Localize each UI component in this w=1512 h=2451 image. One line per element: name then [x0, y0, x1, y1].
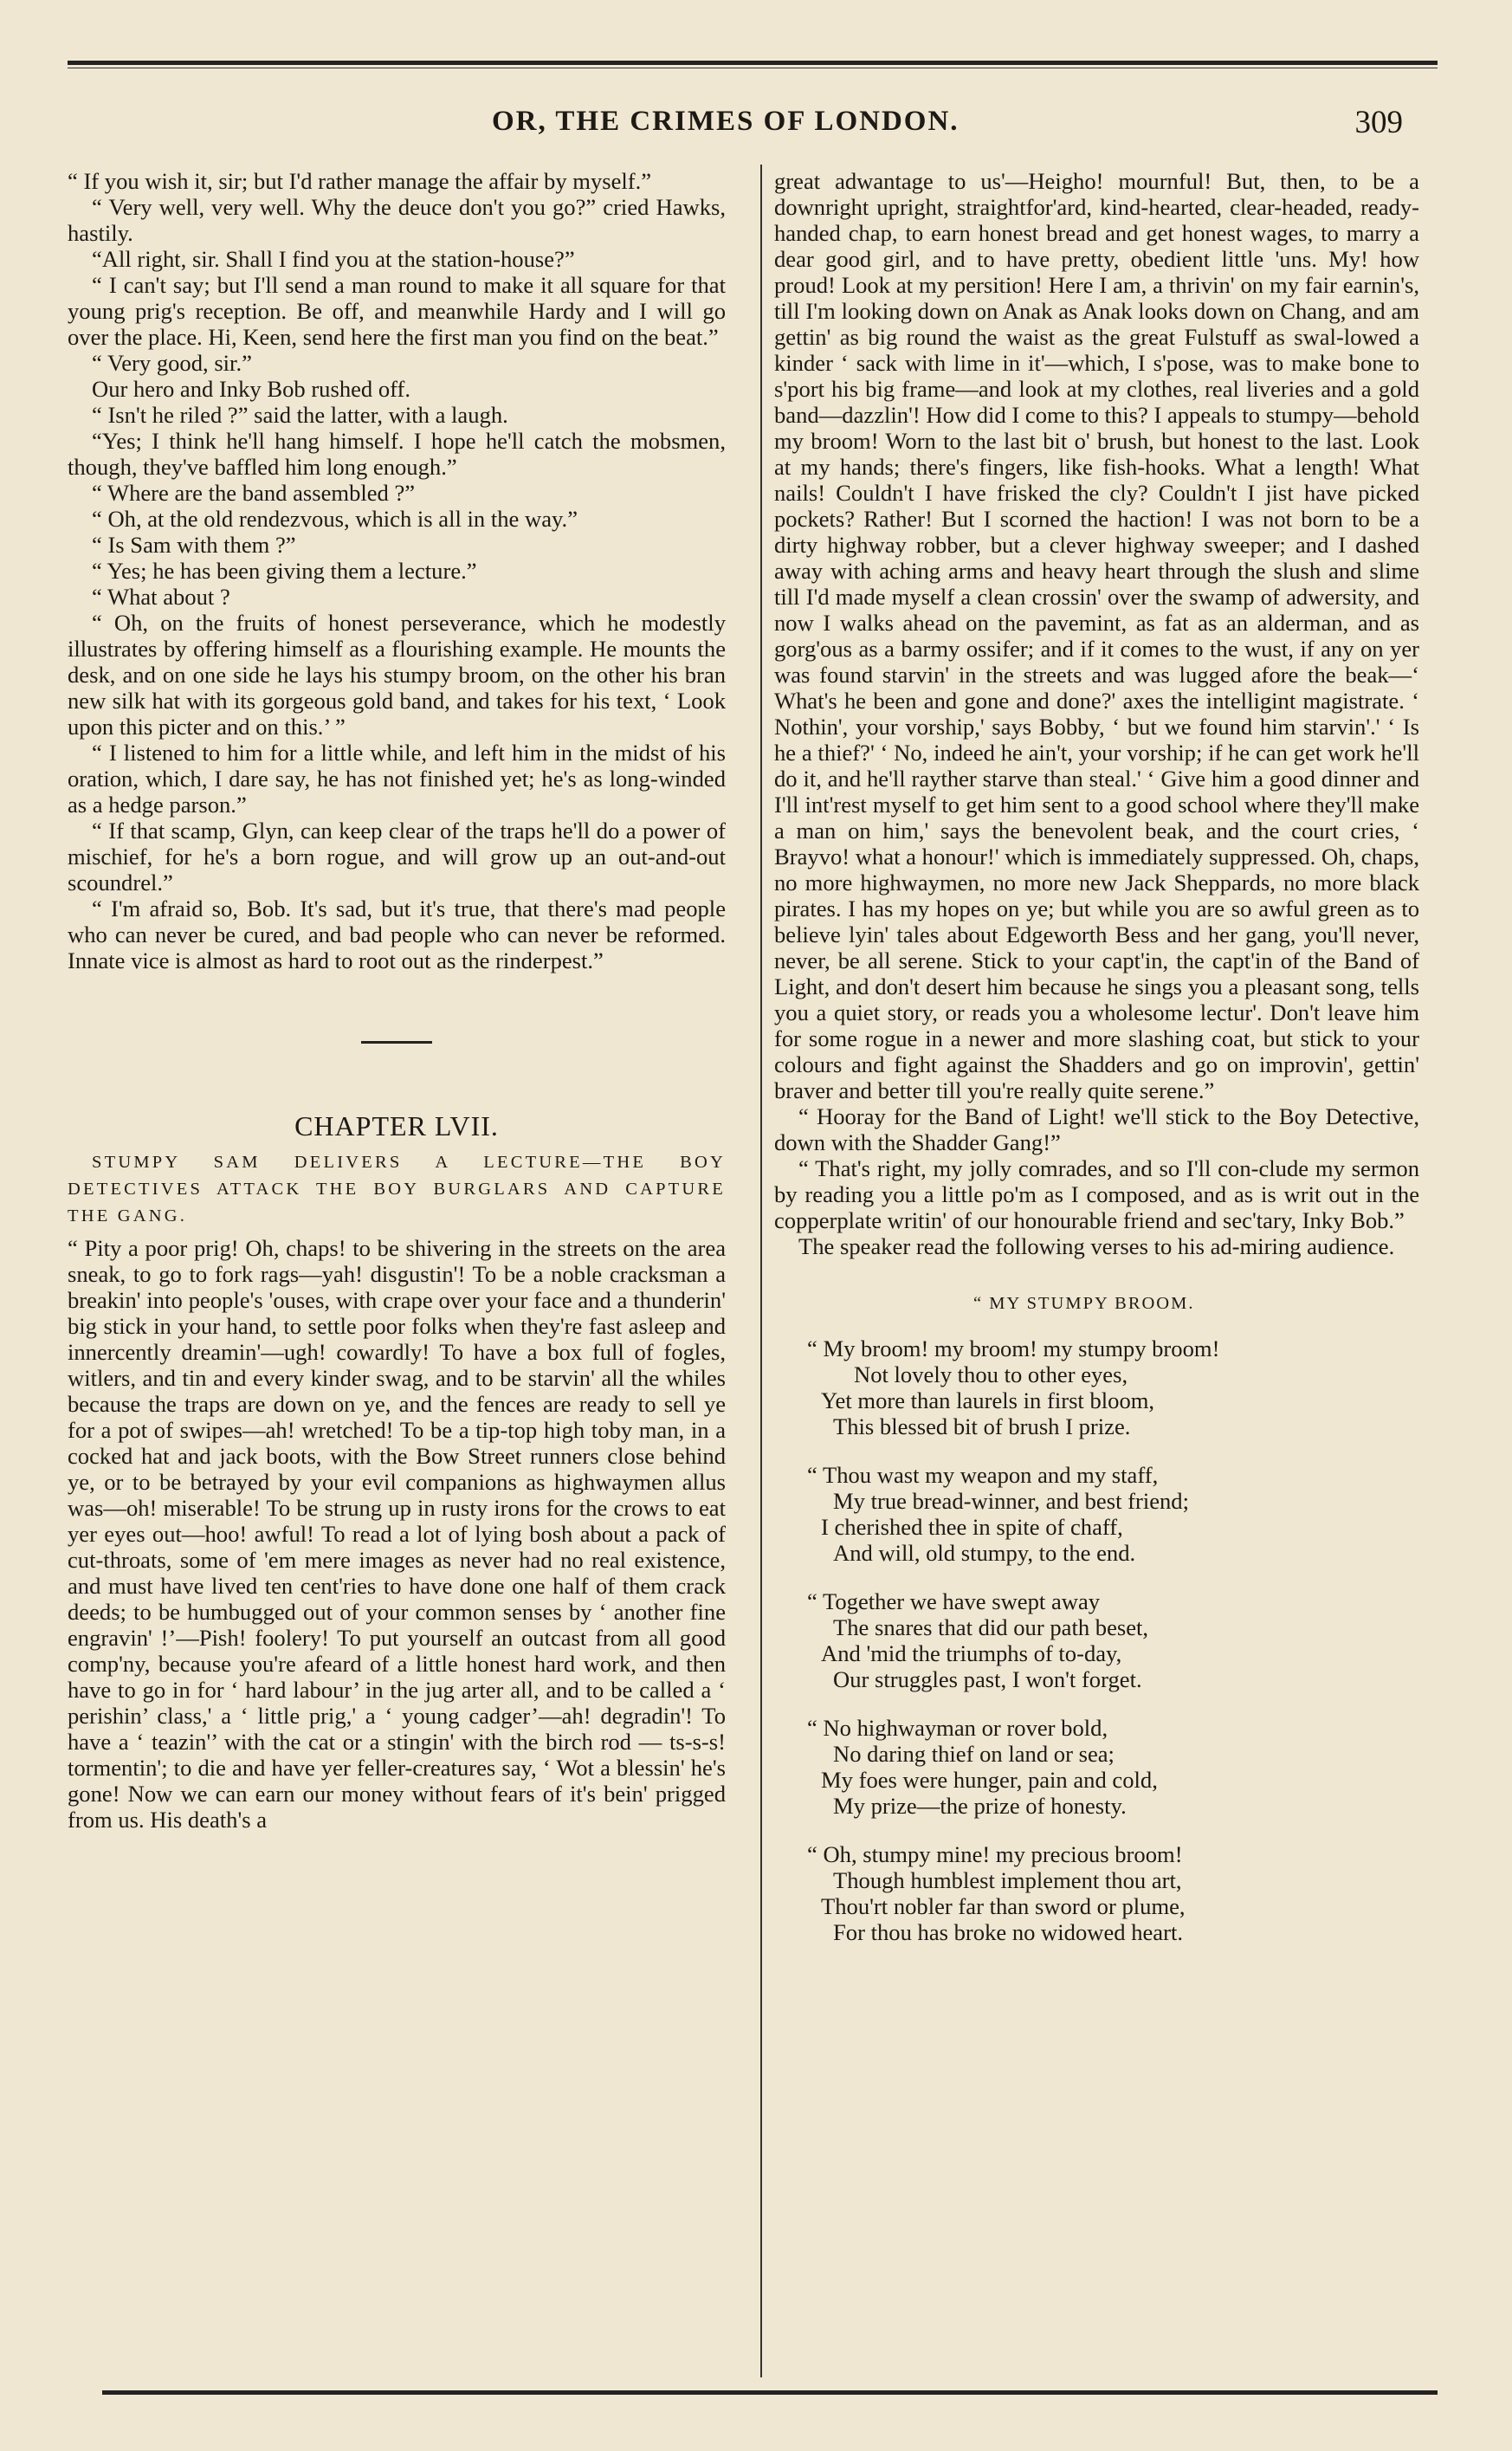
chapter-heading: CHAPTER LVII.: [294, 1110, 499, 1141]
paragraph: Our hero and Inky Bob rushed off.: [92, 376, 411, 402]
poem-stanza: [774, 1715, 1419, 1819]
poem-line: “ Together we have swept away: [807, 1588, 1101, 1614]
poem-stanza: [774, 1588, 1419, 1692]
running-title: OR, THE CRIMES OF LONDON.: [492, 106, 960, 137]
poem-line: Though humblest implement thou art,: [833, 1867, 1182, 1893]
paragraph: “ If that scamp, Glyn, can keep clear of the traps he'll do a power of mischief, for he's a born rogue, and will grow up an out-and-out scoundrel.”: [68, 818, 726, 896]
poem-line: My foes were hunger, pain and cold,: [821, 1767, 1158, 1793]
paragraph: “ Oh, on the fruits of honest perseverance, which he modestly illustrates by offering himself as a flourishing example. He mounts the desk, and on one side he lays his stumpy broom, on the other his bran new silk hat with its gorgeous gold band, and takes for his text, ‘ Look upon this picter and on this.’ ”: [68, 610, 726, 740]
right-column: [774, 168, 1419, 1968]
paragraph: “ If you wish it, sir; but I'd rather manage the affair by myself.”: [68, 168, 652, 194]
poem-line: My prize—the prize of honesty.: [833, 1793, 1127, 1819]
bottom-rule: [102, 2390, 1438, 2395]
poem-line: Our struggles past, I won't forget.: [833, 1666, 1142, 1692]
paragraph: “ I can't say; but I'll send a man round to make it all square for that young prig's reception. Be off, and meanwhile Hardy and I will go over the place. Hi, Keen, send here the first man you find on the beat.”: [68, 272, 726, 350]
paragraph: “ Yes; he has been giving them a lecture.”: [92, 558, 477, 584]
poem-line: “ Oh, stumpy mine! my precious broom!: [807, 1841, 1183, 1867]
paragraph: “All right, sir. Shall I find you at the station-house?”: [92, 246, 575, 272]
book-page: [68, 61, 1438, 2399]
chapter-subtitle: STUMPY SAM DELIVERS A LECTURE—THE BOY DETECTIVES ATTACK THE BOY BURGLARS AND CAPTURE THE GANG.: [68, 1153, 726, 1226]
paragraph: “ I listened to him for a little while, and left him in the midst of his oration, which, I dare say, he has not finished yet; he's as long-winded as a hedge parson.”: [68, 740, 726, 818]
poem-line: “ No highwayman or rover bold,: [807, 1715, 1108, 1741]
poem-line: For thou has broke no widowed heart.: [833, 1919, 1183, 1945]
poem-stanza: [774, 1335, 1419, 1439]
paragraph: great adwantage to us'—Heigho! mournful! But, then, to be a downright upright, straightfor'ard, kind-hearted, clear-headed, ready-handed chap, to earn honest bread and get honest wages, to marry a dear good girl, and to have pretty, obedient little 'uns. My! how proud! Look at my persition! Here I am, a thrivin' on my fair earnin's, till I'm looking down on Anak as Anak looks down on Chang, and am gettin' as big round the waist as the great Fulstuff as swal-lowed a kinder ‘ sack with lime in it'—which, I s'pose, was to make bone to s'port his big frame—and look at my clothes, real liveries and a gold band—dazzlin'! How did I come to this? I appeals to stumpy—behold my broom! Worn to the last bit o' brush, but honest to the last. Look at my hands; there's fingers, like fish-hooks. What a length! What nails! Couldn't I have frisked the cly? Couldn't I jist have picked pockets? Rather! But I scorned the haction! I was not born to be a dirty highway robber, but a clever highway sweeper; and I dashed away with aching arms and heavy heart through the slush and slime till I'd made myself a clean crossin' over the swamp of adwersity, and now I walks ahead on the pavemint, as fat as an alderman, and as gorg'ous as a barmy ossifer; and if it comes to the wust, if any on yer was found starvin' in the streets and was lugged afore the beak—‘ What's he been and gone and done?' axes the intelligint magistrate. ‘ Nothin', your vorship,' says Bobby, ‘ but we found him starvin'.' ‘ Is he a thief?' ‘ No, indeed he ain't, your vorship; if he can get work he'll do it, and he'll rayther starve than steal.' ‘ Give him a good dinner and I'll int'rest myself to get him sent to a good school where they'll make a man on him,' says the benevolent beak, and the court cries, ‘ Brayvo! what a honour!' which is immediately suppressed. Oh, chaps, no more highwaymen, no more new Jack Sheppards, no more black pirates. I has my hopes on ye; but while you are so awful green as to believe lyin' tales about Edgeworth Bess and her gang, you'll never, never, be all serene. Stick to your capt'in, the capt'in of the Band of Light, and don't desert him because he sings you a pleasant song, tells you a quiet story, or reads you a wholesome lectur'. Don't leave him for some rogue in a newer and more slashing coat, but stick to your colours and fight against the Shadders and go on improvin', gettin' braver and better till you're really quite serene.”: [774, 168, 1419, 1103]
paragraph: “ That's right, my jolly comrades, and so I'll con-clude my sermon by reading you a little po'm as I composed, and as is writ out in the copperplate writin' of our honourable friend and sec'tary, Inky Bob.”: [774, 1155, 1419, 1233]
poem-line: Thou'rt nobler far than sword or plume,: [821, 1893, 1186, 1919]
paragraph: “ Is Sam with them ?”: [92, 532, 296, 558]
paragraph: The speaker read the following verses to his ad-miring audience.: [798, 1233, 1395, 1259]
poem-line: Not lovely thou to other eyes,: [854, 1361, 1128, 1387]
poem-line: Yet more than laurels in first bloom,: [821, 1387, 1155, 1413]
poem-line: No daring thief on land or sea;: [833, 1741, 1115, 1767]
poem-line: And will, old stumpy, to the end.: [833, 1540, 1136, 1566]
paragraph: “ I'm afraid so, Bob. It's sad, but it's true, that there's mad people who can never be cured, and bad people who can never be reformed. Innate vice is almost as hard to root out as the rinderpest.”: [68, 896, 726, 973]
poem-stanza: [774, 1462, 1419, 1566]
poem-line: “ Thou wast my weapon and my staff,: [807, 1462, 1159, 1488]
running-header: [68, 106, 1438, 149]
paragraph: “ Isn't he riled ?” said the latter, with a laugh.: [92, 402, 508, 428]
poem-line: My true bread-winner, and best friend;: [833, 1488, 1189, 1514]
poem-line: This blessed bit of brush I prize.: [833, 1413, 1131, 1439]
poem-line: The snares that did our path beset,: [833, 1614, 1149, 1640]
poem-line: And 'mid the triumphs of to-day,: [821, 1640, 1122, 1666]
left-column: [68, 168, 726, 1833]
column-divider: [760, 165, 762, 2377]
paragraph: “ What about ?: [92, 584, 230, 610]
poem-line: “ My broom! my broom! my stumpy broom!: [807, 1335, 1220, 1361]
paragraph: “ Very well, very well. Why the deuce don't you go?” cried Hawks, hastily.: [68, 194, 726, 246]
page-number: 309: [1354, 105, 1403, 140]
poem-title: “ MY STUMPY BROOM.: [973, 1294, 1195, 1313]
top-rule: [68, 61, 1438, 65]
paragraph: “ Where are the band assembled ?”: [92, 480, 416, 506]
section-separator: [361, 1041, 432, 1044]
poem-line: I cherished thee in spite of chaff,: [821, 1514, 1123, 1540]
chapter-body: “ Pity a poor prig! Oh, chaps! to be shivering in the streets on the area sneak, to go to fork rags—yah! disgustin'! To be a noble cracksman a breakin' into people's 'ouses, with crape over your face and a thunderin' big stick in your hand, to settle poor folks when they're fast asleep and innercently dreamin'—ugh! cowardly! To have a box full of fogles, witlers, and tin and every kinder swag, and to be starvin' all the whiles because the traps are down on ye, and the fences are ready to sell ye for a pot of swipes—ah! wretched! To be a tip-top high toby man, in a cocked hat and jack boots, with the Bow Street runners close behind ye, or to be betrayed by your evil companions as highwaymen allus was—oh! miserable! To be strung up in rusty irons for the crows to eat yer eyes out—hoo! awful! To read a lot of lying bosh about a pack of cut-throats, some of 'em mere images as never had no real existence, and must have lived ten cent'ries to have done one half of them crack deeds; to be humbugged out of your common senses by ‘ another fine engravin' !’—Pish! foolery! To put yourself an outcast from all good comp'ny, because you're afeard of a little honest hard work, and then have to go in for ‘ hard labour’ in the jug arter all, and to be called a ‘ perishin’ class,' a ‘ little prig,' a ‘ young cadger’—ah! degradin'! To have a ‘ teazin'’ with the cat or a stingin' with the birch rod — ts-s-s! tormentin'; to die and have yer feller-creatures say, ‘ Wot a blessin' he's gone! Now we can earn our money without fears of it's bein' prigged from us. His death's a: [68, 1235, 726, 1833]
paragraph: “ Oh, at the old rendezvous, which is all in the way.”: [92, 506, 578, 532]
paragraph: “ Very good, sir.”: [92, 350, 252, 376]
paragraph: “ Hooray for the Band of Light! we'll stick to the Boy Detective, down with the Shadder Gang!”: [774, 1103, 1419, 1155]
poem-stanza: [774, 1841, 1419, 1945]
paragraph: “Yes; I think he'll hang himself. I hope he'll catch the mobsmen, though, they've baffled him long enough.”: [68, 428, 726, 480]
